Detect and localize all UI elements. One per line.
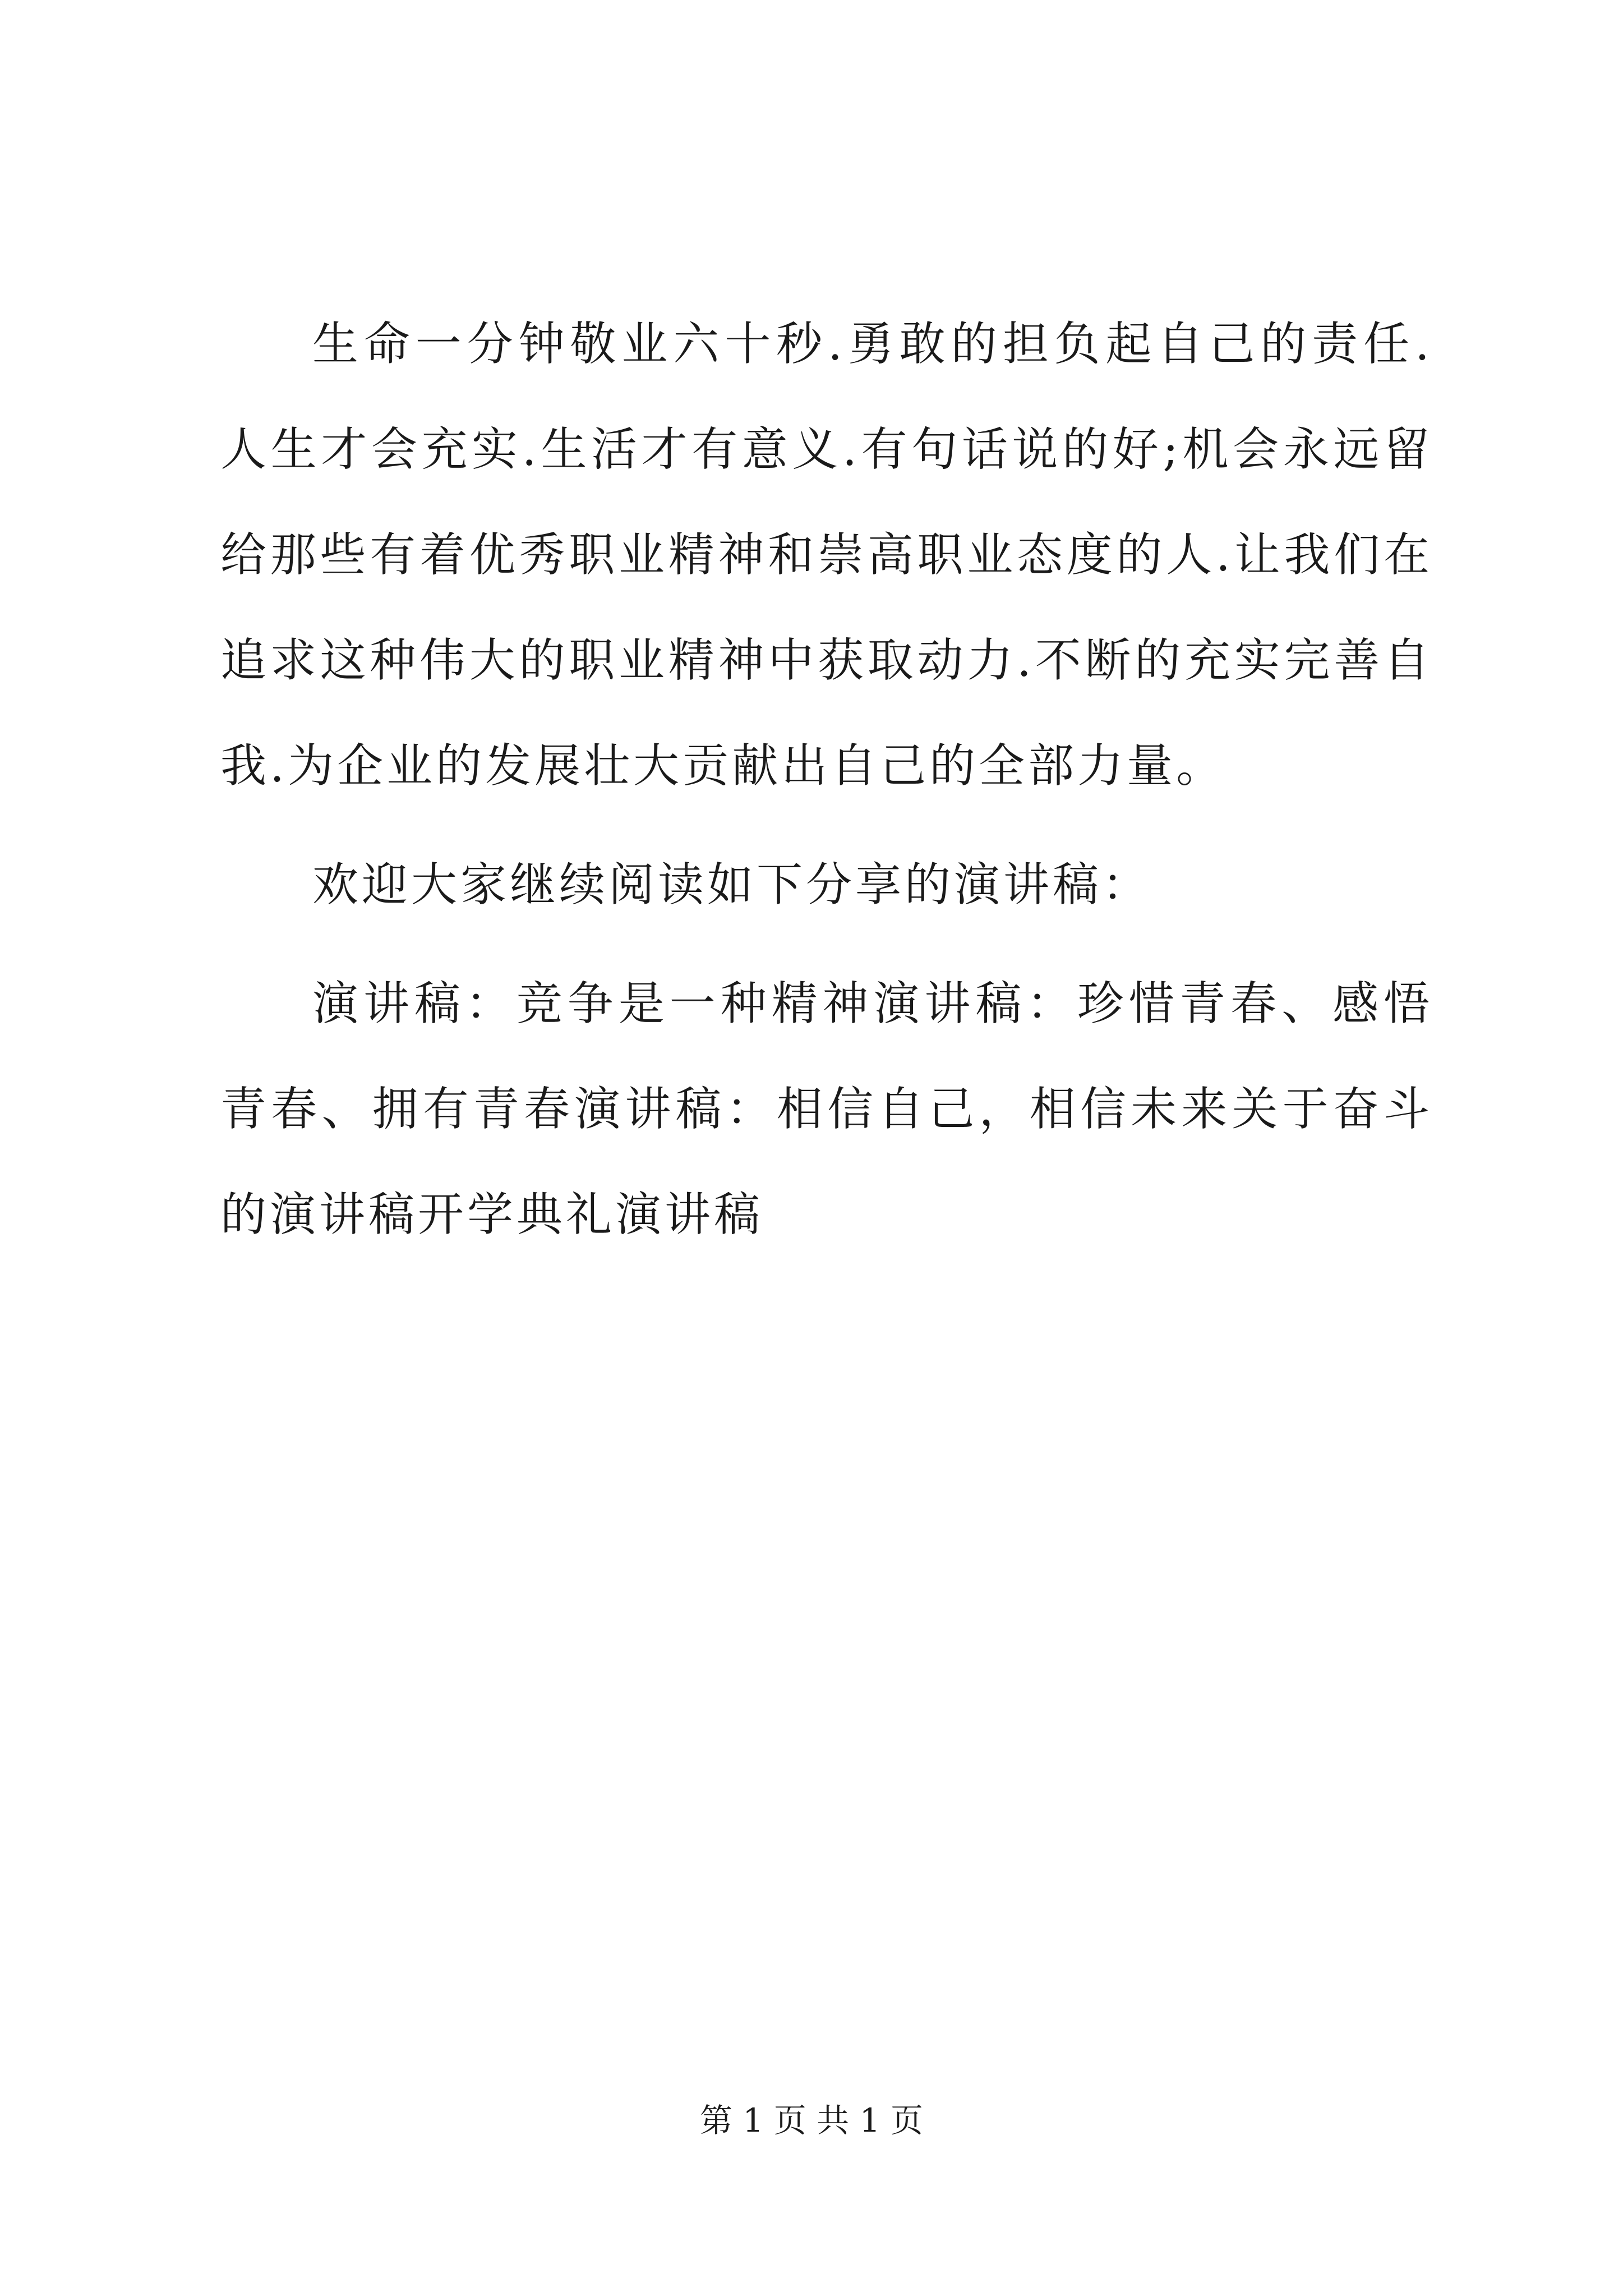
paragraph-career-spirit: 生命一分钟敬业六十秒.勇敢的担负起自己的责任.人生才会充实.生活才有意义.有句话说的好;机会永远留给那些有着优秀职业精神和崇高职业态度的人.让我们在追求这种伟大的职业精神中获取动力.不断的充实完善自我.为企业的发展壮大贡献出自己的全部力量。: [220, 318, 1433, 793]
page-footer: 第 1 页 共 1 页: [700, 2101, 923, 2139]
paragraph-welcome: 欢迎大家继续阅读如下分享的演讲稿：: [312, 858, 1152, 912]
paragraph-speech-links: 演讲稿：竞争是一种精神演讲稿：珍惜青春、感悟青春、拥有青春演讲稿：相信自己，相信未来关于奋斗的演讲稿开学典礼演讲稿: [220, 977, 1433, 1241]
document-body: [220, 292, 1433, 1281]
